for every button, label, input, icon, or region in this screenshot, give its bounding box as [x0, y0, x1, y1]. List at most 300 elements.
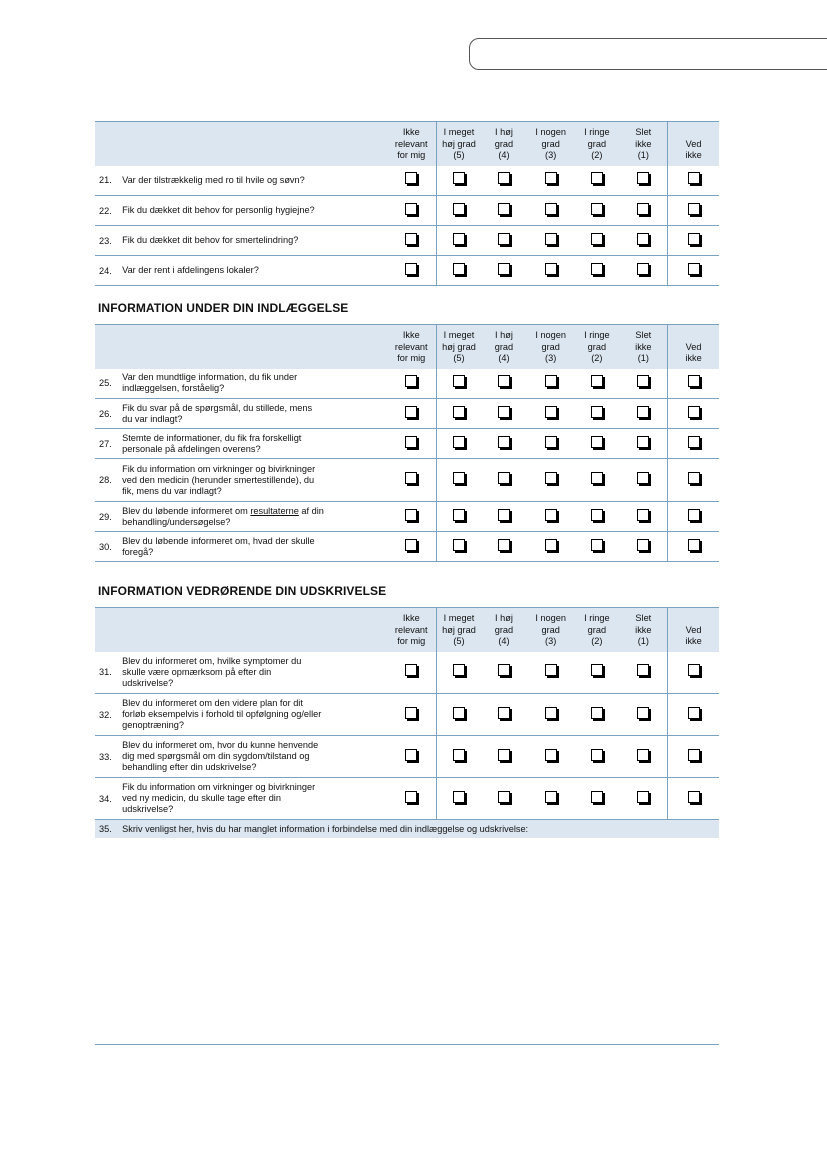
answer-checkbox[interactable]	[405, 436, 417, 448]
answer-checkbox[interactable]	[688, 233, 700, 245]
header-spacer	[95, 325, 386, 369]
scale-header-1	[386, 325, 436, 369]
section-2	[95, 324, 719, 562]
answer-checkbox[interactable]	[591, 203, 603, 215]
question-number: 24.	[99, 265, 112, 276]
answer-cell	[574, 694, 619, 736]
scale-header-line: grad	[494, 138, 514, 149]
scale-header-line: relevant	[394, 624, 428, 635]
answer-cell	[619, 196, 667, 226]
answer-checkbox[interactable]	[637, 375, 649, 387]
answer-cell	[527, 256, 574, 286]
answer-cell	[437, 502, 481, 532]
question-text-line: Blev du informeret om, hvor du kunne henvende	[122, 740, 319, 750]
scale-header-2	[437, 325, 481, 369]
answer-cell	[386, 256, 436, 286]
scale-header-line: I nogen	[535, 330, 566, 340]
question-text-part: Blev du løbende informeret om	[122, 505, 251, 516]
answer-checkbox[interactable]	[453, 263, 465, 275]
answer-checkbox[interactable]	[405, 203, 417, 215]
answer-checkbox[interactable]	[591, 664, 603, 676]
scale-header-line: (2)	[591, 150, 603, 160]
question-row-28	[95, 459, 719, 502]
answer-checkbox[interactable]	[545, 472, 557, 484]
questions-table-3	[95, 607, 719, 838]
answer-cell	[437, 778, 481, 820]
question-text-line: foregå?	[122, 546, 154, 557]
answer-checkbox[interactable]	[453, 472, 465, 484]
scale-header-line: Ved	[685, 138, 702, 149]
scale-header-line: (1)	[637, 636, 649, 646]
question-row-23	[95, 226, 719, 256]
scale-header-line: grad	[541, 138, 560, 149]
answer-checkbox[interactable]	[591, 791, 603, 803]
answer-cell	[619, 226, 667, 256]
scale-header-line: I nogen	[535, 127, 566, 137]
question-number: 23.	[99, 235, 112, 246]
answer-cell	[481, 369, 527, 399]
question-text-line: Stemte de informationer, du fik fra forskelligt	[122, 432, 302, 443]
answer-cell	[619, 694, 667, 736]
answer-cell	[619, 778, 667, 820]
question-text-line: skulle være opmærksom på efter din	[122, 666, 272, 677]
answer-checkbox[interactable]	[637, 263, 649, 275]
scale-header-line: (1)	[637, 353, 649, 363]
scale-header-line: grad	[494, 624, 514, 635]
answer-cell	[481, 166, 527, 196]
answer-cell	[619, 736, 667, 778]
answer-cell	[619, 652, 667, 694]
scale-header-line: (4)	[498, 150, 510, 160]
question-text-line: du var indlagt?	[122, 413, 183, 424]
answer-cell	[437, 256, 481, 286]
question-row-32	[95, 694, 719, 736]
answer-cell	[574, 532, 619, 562]
answer-checkbox[interactable]	[637, 539, 649, 551]
answer-cell	[527, 399, 574, 429]
answer-checkbox[interactable]	[498, 749, 510, 761]
answer-checkbox[interactable]	[637, 707, 649, 719]
answer-cell	[574, 736, 619, 778]
question-text-line	[122, 506, 380, 517]
answer-checkbox[interactable]	[637, 509, 649, 521]
answer-cell	[574, 166, 619, 196]
scale-header-line: I høj	[495, 613, 513, 623]
answer-checkbox[interactable]	[688, 436, 700, 448]
question-row-33	[95, 736, 719, 778]
answer-cell	[386, 694, 436, 736]
answer-checkbox[interactable]	[498, 203, 510, 215]
answer-checkbox[interactable]	[405, 749, 417, 761]
answer-checkbox[interactable]	[591, 172, 603, 184]
answer-cell	[619, 459, 667, 502]
answer-cell	[619, 166, 667, 196]
answer-checkbox[interactable]	[453, 509, 465, 521]
section-2-title: INFORMATION UNDER DIN INDLÆGGELSE	[98, 301, 349, 315]
answer-cell	[386, 226, 436, 256]
answer-checkbox[interactable]	[498, 172, 510, 184]
scale-header-line: I høj	[495, 127, 513, 137]
question-row-26	[95, 399, 719, 429]
answer-cell	[574, 652, 619, 694]
answer-checkbox[interactable]	[498, 233, 510, 245]
answer-cell	[386, 736, 436, 778]
scale-header-line: I meget	[443, 330, 475, 340]
question-text-line: Var den mundtlige information, du fik under	[122, 372, 298, 383]
answer-checkbox[interactable]	[453, 172, 465, 184]
answer-cell	[668, 429, 719, 459]
question-text	[122, 778, 386, 820]
answer-checkbox[interactable]	[498, 664, 510, 676]
scale-header-1	[386, 122, 436, 166]
questions-table-2	[95, 324, 719, 562]
question-number: 27.	[99, 438, 112, 449]
answer-checkbox[interactable]	[688, 172, 700, 184]
scale-header-line: I ringe	[584, 613, 610, 623]
answer-checkbox[interactable]	[498, 436, 510, 448]
answer-cell	[481, 778, 527, 820]
answer-checkbox[interactable]	[498, 472, 510, 484]
answer-cell	[437, 226, 481, 256]
section-1	[95, 121, 719, 286]
answer-checkbox[interactable]	[637, 172, 649, 184]
answer-cell	[386, 778, 436, 820]
answer-cell	[574, 502, 619, 532]
answer-checkbox[interactable]	[453, 664, 465, 676]
scale-header-line: grad	[587, 624, 607, 635]
scale-header-line: grad	[587, 138, 607, 149]
bottom-divider	[95, 1044, 719, 1045]
answer-checkbox[interactable]	[545, 263, 557, 275]
question-number: 32.	[99, 709, 112, 720]
answer-cell	[481, 226, 527, 256]
question-number: 31.	[99, 667, 112, 678]
scale-header-line: I meget	[443, 613, 475, 623]
answer-checkbox[interactable]	[453, 233, 465, 245]
scale-header-line: (2)	[591, 353, 603, 363]
answer-checkbox[interactable]	[637, 406, 649, 418]
scale-header-6	[619, 608, 667, 652]
answer-checkbox[interactable]	[453, 203, 465, 215]
scale-header-line: ikke	[635, 341, 652, 352]
answer-checkbox[interactable]	[688, 375, 700, 387]
question-text	[122, 652, 386, 694]
answer-cell	[527, 166, 574, 196]
scale-header-line: I nogen	[535, 613, 566, 623]
scale-header-line: Ikke	[402, 127, 420, 137]
page-tab-box	[469, 38, 827, 70]
question-text	[122, 166, 386, 196]
question-text-line: Blev du informeret om den videre plan for dit	[122, 698, 303, 708]
answer-cell	[386, 369, 436, 399]
table-header-row	[95, 608, 719, 652]
answer-cell	[668, 256, 719, 286]
question-text-line: forløb eksempelvis i forhold til opfølgning og/eller	[122, 709, 322, 719]
answer-cell	[437, 196, 481, 226]
answer-cell	[481, 532, 527, 562]
question-row-29	[95, 502, 719, 532]
answer-cell	[574, 778, 619, 820]
open-question-text: Skriv venligst her, hvis du har manglet information i forbindelse med din indlæggelse og udskrivelse:	[122, 820, 719, 839]
question-number: 30.	[99, 541, 112, 552]
answer-cell	[437, 399, 481, 429]
answer-checkbox[interactable]	[498, 263, 510, 275]
answer-checkbox[interactable]	[688, 203, 700, 215]
answer-checkbox[interactable]	[453, 436, 465, 448]
question-text-line: Fik du svar på de spørgsmål, du stillede, mens	[122, 402, 313, 413]
question-row-34	[95, 778, 719, 820]
scale-header-line: (3)	[545, 636, 557, 646]
scale-header-line: (2)	[591, 636, 603, 646]
answer-checkbox[interactable]	[498, 791, 510, 803]
scale-header-line: I ringe	[584, 330, 610, 340]
answer-checkbox[interactable]	[637, 203, 649, 215]
answer-checkbox[interactable]	[591, 472, 603, 484]
question-number: 34.	[99, 793, 112, 804]
answer-checkbox[interactable]	[637, 664, 649, 676]
question-number: 22.	[99, 205, 112, 216]
answer-checkbox[interactable]	[591, 263, 603, 275]
scale-header-line: Ikke	[402, 613, 420, 623]
scale-header-line: grad	[541, 624, 560, 635]
answer-checkbox[interactable]	[688, 707, 700, 719]
answer-cell	[527, 196, 574, 226]
scale-header-line: (4)	[498, 636, 510, 646]
answer-checkbox[interactable]	[453, 791, 465, 803]
answer-checkbox[interactable]	[545, 509, 557, 521]
answer-checkbox[interactable]	[591, 707, 603, 719]
answer-checkbox[interactable]	[637, 472, 649, 484]
scale-header-line: for mig	[397, 636, 426, 646]
answer-cell	[481, 399, 527, 429]
answer-checkbox[interactable]	[545, 749, 557, 761]
answer-checkbox[interactable]	[498, 539, 510, 551]
question-text	[122, 532, 386, 562]
question-text	[122, 694, 386, 736]
answer-cell	[386, 196, 436, 226]
answer-cell	[668, 226, 719, 256]
answer-cell	[668, 532, 719, 562]
answer-checkbox[interactable]	[545, 539, 557, 551]
scale-header-4	[527, 608, 574, 652]
question-text-line: ved ny medicin, du skulle tage efter din	[122, 793, 281, 803]
question-text-line: Fik du dækket dit behov for smertelindring?	[122, 235, 299, 245]
scale-header-line: I ringe	[584, 127, 610, 137]
scale-header-7	[668, 122, 719, 166]
answer-cell	[668, 459, 719, 502]
question-number: 28.	[99, 475, 112, 485]
answer-cell	[527, 429, 574, 459]
scale-header-7	[668, 608, 719, 652]
answer-checkbox[interactable]	[453, 539, 465, 551]
scale-header-line: ikke	[685, 150, 702, 160]
answer-checkbox[interactable]	[688, 263, 700, 275]
scale-header-3	[481, 608, 527, 652]
answer-checkbox[interactable]	[405, 664, 417, 676]
question-number: 29.	[99, 511, 112, 522]
answer-checkbox[interactable]	[545, 791, 557, 803]
answer-cell	[527, 369, 574, 399]
answer-checkbox[interactable]	[545, 436, 557, 448]
answer-checkbox[interactable]	[453, 707, 465, 719]
scale-header-line: Ved	[685, 341, 702, 352]
answer-checkbox[interactable]	[688, 509, 700, 521]
question-text-line: behandling efter din udskrivelse?	[122, 762, 257, 772]
answer-cell	[668, 778, 719, 820]
answer-checkbox[interactable]	[545, 406, 557, 418]
answer-cell	[386, 399, 436, 429]
scale-header-6	[619, 325, 667, 369]
answer-checkbox[interactable]	[545, 375, 557, 387]
answer-cell	[668, 166, 719, 196]
answer-checkbox[interactable]	[498, 509, 510, 521]
answer-cell	[386, 166, 436, 196]
question-text-line: genoptræning?	[122, 720, 184, 730]
question-text	[122, 256, 386, 286]
answer-cell	[481, 694, 527, 736]
answer-cell	[574, 429, 619, 459]
answer-checkbox[interactable]	[688, 472, 700, 484]
answer-checkbox[interactable]	[591, 233, 603, 245]
scale-header-5	[574, 122, 619, 166]
answer-checkbox[interactable]	[545, 707, 557, 719]
answer-checkbox[interactable]	[591, 375, 603, 387]
answer-checkbox[interactable]	[405, 472, 417, 484]
scale-header-line: for mig	[397, 150, 426, 160]
answer-checkbox[interactable]	[405, 233, 417, 245]
scale-header-4	[527, 122, 574, 166]
answer-checkbox[interactable]	[405, 375, 417, 387]
question-row-30	[95, 532, 719, 562]
question-text-line: indlæggelsen, forståelig?	[122, 383, 225, 394]
answer-cell	[668, 399, 719, 429]
answer-cell	[386, 652, 436, 694]
answer-cell	[481, 459, 527, 502]
scale-header-line: (4)	[498, 353, 510, 363]
answer-checkbox[interactable]	[405, 707, 417, 719]
question-text-line: Fik du dækket dit behov for personlig hygiejne?	[122, 205, 315, 215]
answer-checkbox[interactable]	[688, 539, 700, 551]
question-text-line: Fik du information om virkninger og bivirkninger	[122, 782, 316, 792]
answer-cell	[481, 429, 527, 459]
answer-checkbox[interactable]	[405, 172, 417, 184]
answer-cell	[437, 532, 481, 562]
answer-checkbox[interactable]	[591, 406, 603, 418]
answer-checkbox[interactable]	[453, 749, 465, 761]
question-text	[122, 429, 386, 459]
answer-checkbox[interactable]	[591, 749, 603, 761]
answer-checkbox[interactable]	[637, 749, 649, 761]
answer-cell	[527, 652, 574, 694]
answer-checkbox[interactable]	[498, 375, 510, 387]
scale-header-line: (3)	[545, 353, 557, 363]
question-text-line: udskrivelse?	[122, 804, 174, 814]
answer-checkbox[interactable]	[591, 539, 603, 551]
answer-cell	[437, 459, 481, 502]
scale-header-line: grad	[587, 341, 607, 352]
answer-cell	[386, 532, 436, 562]
scale-header-line: I høj	[495, 330, 513, 340]
answer-checkbox[interactable]	[545, 203, 557, 215]
answer-checkbox[interactable]	[405, 406, 417, 418]
answer-cell	[574, 196, 619, 226]
question-text	[122, 196, 386, 226]
scale-header-line: Ikke	[402, 330, 420, 340]
answer-checkbox[interactable]	[545, 664, 557, 676]
question-text	[122, 459, 386, 502]
answer-cell	[481, 196, 527, 226]
question-number: 33.	[99, 751, 112, 762]
answer-checkbox[interactable]	[637, 791, 649, 803]
open-question-row	[95, 820, 719, 839]
answer-cell	[437, 166, 481, 196]
scale-header-line: høj grad	[442, 138, 476, 149]
header-spacer	[95, 122, 386, 166]
answer-cell	[481, 736, 527, 778]
answer-cell	[437, 429, 481, 459]
question-text-line: Var der rent i afdelingens lokaler?	[122, 265, 259, 275]
answer-checkbox[interactable]	[545, 233, 557, 245]
question-text-line: dig med spørgsmål om din sygdom/tilstand og	[122, 751, 310, 761]
question-number: 25.	[99, 378, 112, 389]
answer-cell	[527, 736, 574, 778]
question-row-22	[95, 196, 719, 226]
answer-checkbox[interactable]	[405, 539, 417, 551]
header-spacer	[95, 608, 386, 652]
answer-checkbox[interactable]	[498, 406, 510, 418]
question-number: 21.	[99, 175, 112, 186]
section-3	[95, 607, 719, 838]
questions-table-1	[95, 121, 719, 286]
answer-checkbox[interactable]	[545, 172, 557, 184]
answer-cell	[527, 226, 574, 256]
scale-header-line: høj grad	[442, 341, 476, 352]
answer-cell	[527, 459, 574, 502]
answer-cell	[668, 196, 719, 226]
answer-checkbox[interactable]	[688, 664, 700, 676]
question-number: 26.	[99, 408, 112, 419]
answer-checkbox[interactable]	[637, 233, 649, 245]
answer-cell	[481, 652, 527, 694]
scale-header-line: ikke	[635, 624, 652, 635]
answer-cell	[574, 369, 619, 399]
answer-checkbox[interactable]	[688, 791, 700, 803]
answer-checkbox[interactable]	[591, 509, 603, 521]
answer-cell	[437, 652, 481, 694]
question-text	[122, 226, 386, 256]
scale-header-line: Ved	[685, 624, 702, 635]
answer-checkbox[interactable]	[405, 509, 417, 521]
answer-cell	[619, 256, 667, 286]
answer-checkbox[interactable]	[405, 791, 417, 803]
answer-checkbox[interactable]	[405, 263, 417, 275]
answer-cell	[619, 532, 667, 562]
answer-checkbox[interactable]	[498, 707, 510, 719]
answer-cell	[574, 226, 619, 256]
answer-cell	[668, 652, 719, 694]
answer-checkbox[interactable]	[591, 436, 603, 448]
scale-header-line: høj grad	[442, 624, 476, 635]
answer-cell	[527, 694, 574, 736]
answer-checkbox[interactable]	[453, 406, 465, 418]
answer-cell	[386, 459, 436, 502]
answer-checkbox[interactable]	[453, 375, 465, 387]
scale-header-line: ikke	[685, 353, 702, 363]
answer-checkbox[interactable]	[688, 749, 700, 761]
answer-checkbox[interactable]	[637, 436, 649, 448]
question-text-line: personale på afdelingen overens?	[122, 443, 261, 454]
answer-checkbox[interactable]	[688, 406, 700, 418]
